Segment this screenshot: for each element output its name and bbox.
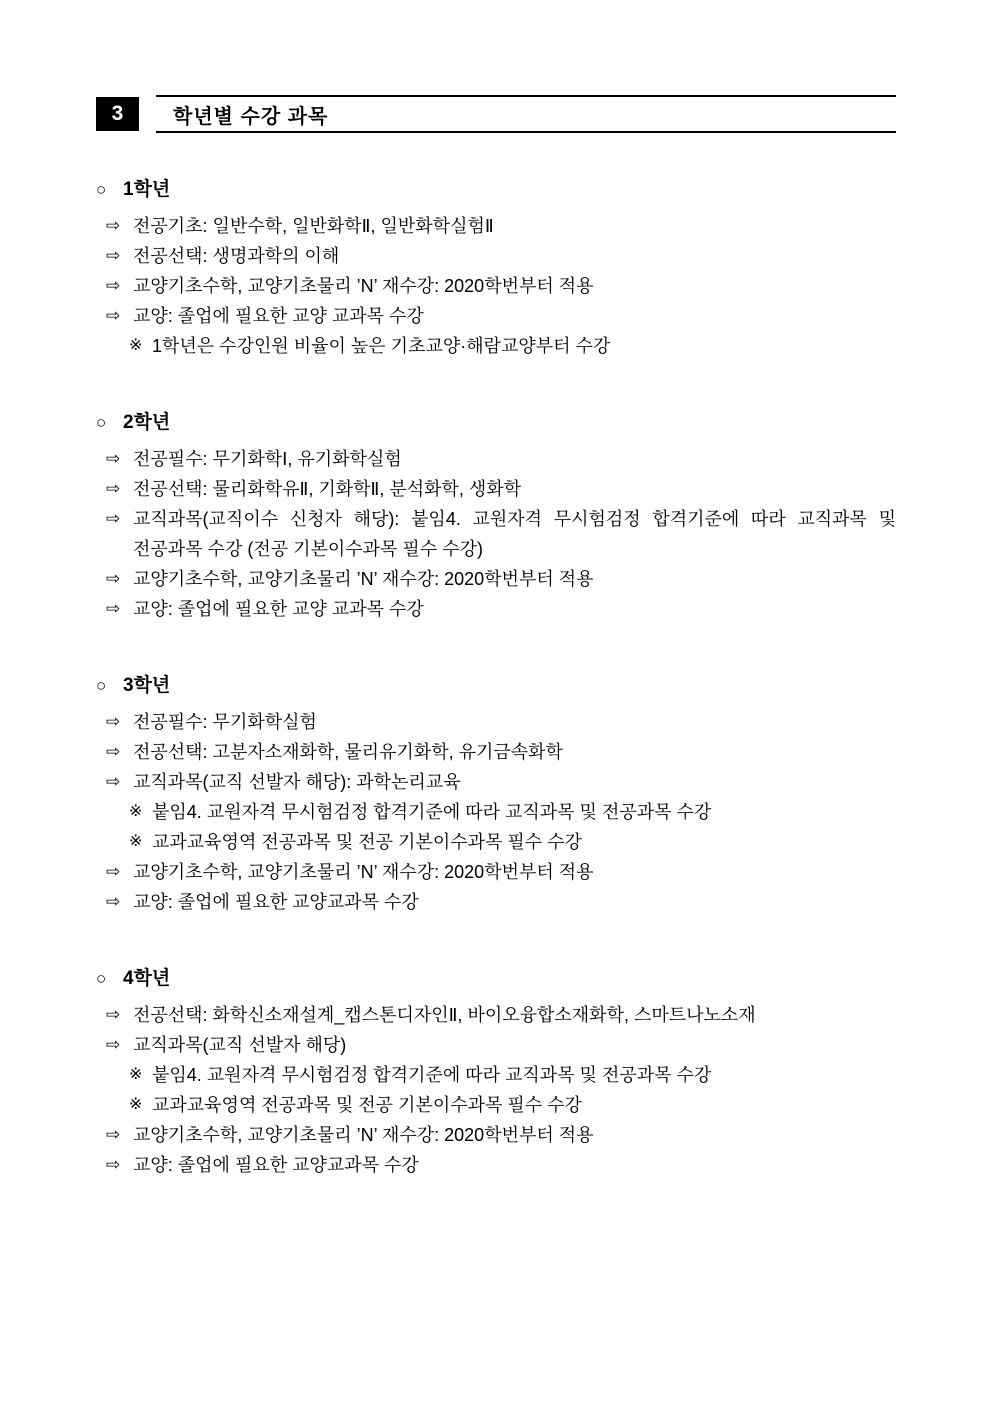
arrow-bullet-icon: ⇨: [106, 599, 121, 618]
arrow-bullet-icon: ⇨: [106, 449, 121, 468]
section-grade-4: [96, 966, 896, 1180]
list-item: [96, 504, 896, 564]
list-item: [96, 1000, 896, 1030]
arrow-bullet-icon: ⇨: [106, 1125, 121, 1144]
list-item: [96, 301, 896, 331]
reference-mark-icon: ※: [129, 803, 143, 820]
circle-bullet-icon: ○: [96, 969, 107, 988]
list-item: [96, 444, 896, 474]
grade-heading: [96, 410, 896, 436]
list-item: [96, 887, 896, 917]
item-text: 교양: 졸업에 필요한 교양교과목 수강: [133, 892, 419, 912]
arrow-bullet-icon: ⇨: [106, 479, 121, 498]
section-title: 학년별 수강 과목: [173, 105, 329, 128]
list-item: [96, 594, 896, 624]
grade-heading: [96, 673, 896, 699]
note-text: 교과교육영역 전공과목 및 전공 기본이수과목 필수 수강: [152, 1095, 582, 1115]
arrow-bullet-icon: ⇨: [106, 742, 121, 761]
item-text: 교양: 졸업에 필요한 교양 교과목 수강: [133, 306, 424, 326]
arrow-bullet-icon: ⇨: [106, 216, 121, 235]
note-text: 붙임4. 교원자격 무시험검정 합격기준에 따라 교직과목 및 전공과목 수강: [152, 1065, 712, 1085]
item-text: 교양기초수학, 교양기초물리 ’N’ 재수강: 2020학번부터 적용: [133, 1125, 594, 1145]
reference-mark-icon: ※: [129, 1096, 143, 1113]
arrow-bullet-icon: ⇨: [106, 1155, 121, 1174]
note-item: [96, 331, 896, 361]
item-text: 전공선택: 생명과학의 이해: [133, 246, 340, 266]
list-item: [96, 857, 896, 887]
grade-heading: [96, 177, 896, 203]
note-item: [96, 797, 896, 827]
arrow-bullet-icon: ⇨: [106, 712, 121, 731]
item-text: 교직과목(교직 선발자 해당): 과학논리교육: [133, 772, 461, 792]
note-text: 1학년은 수강인원 비율이 높은 기초교양·해람교양부터 수강: [152, 336, 611, 356]
arrow-bullet-icon: ⇨: [106, 569, 121, 588]
arrow-bullet-icon: ⇨: [106, 246, 121, 265]
arrow-bullet-icon: ⇨: [106, 509, 121, 528]
section-grade-1: [96, 177, 896, 361]
list-item: [96, 241, 896, 271]
list-item: [96, 1120, 896, 1150]
grade-label: 4학년: [123, 968, 171, 989]
reference-mark-icon: ※: [129, 1066, 143, 1083]
section-header-bar: [96, 95, 896, 133]
arrow-bullet-icon: ⇨: [106, 306, 121, 325]
reference-mark-icon: ※: [129, 833, 143, 850]
note-text: 붙임4. 교원자격 무시험검정 합격기준에 따라 교직과목 및 전공과목 수강: [152, 802, 712, 822]
section-title-rule: [156, 95, 896, 133]
list-item: [96, 271, 896, 301]
list-item: [96, 211, 896, 241]
item-text: 전공선택: 고분자소재화학, 물리유기화학, 유기금속화학: [133, 742, 563, 762]
section-grade-3: [96, 673, 896, 917]
grade-label: 3학년: [123, 675, 171, 696]
note-item: [96, 827, 896, 857]
grade-label: 2학년: [123, 412, 171, 433]
grade-heading: [96, 966, 896, 992]
arrow-bullet-icon: ⇨: [106, 862, 121, 881]
note-item: [96, 1060, 896, 1090]
item-text: 전공필수: 무기화학실험: [133, 712, 317, 732]
list-item: [96, 767, 896, 797]
item-text: 전공선택: 물리화학유Ⅱ, 기화학Ⅱ, 분석화학, 생화학: [133, 479, 522, 499]
list-item: [96, 737, 896, 767]
list-item: [96, 564, 896, 594]
list-item: [96, 474, 896, 504]
list-item: [96, 707, 896, 737]
circle-bullet-icon: ○: [96, 413, 107, 432]
item-text: 전공기초: 일반수학, 일반화학Ⅱ, 일반화학실험Ⅱ: [133, 216, 494, 236]
arrow-bullet-icon: ⇨: [106, 772, 121, 791]
grade-label: 1학년: [123, 179, 171, 200]
reference-mark-icon: ※: [129, 337, 143, 354]
item-text: 교양기초수학, 교양기초물리 ’N’ 재수강: 2020학번부터 적용: [133, 276, 594, 296]
arrow-bullet-icon: ⇨: [106, 1035, 121, 1054]
note-item: [96, 1090, 896, 1120]
arrow-bullet-icon: ⇨: [106, 892, 121, 911]
item-text: 교양기초수학, 교양기초물리 ’N’ 재수강: 2020학번부터 적용: [133, 569, 594, 589]
arrow-bullet-icon: ⇨: [106, 276, 121, 295]
item-text: 교양: 졸업에 필요한 교양교과목 수강: [133, 1155, 419, 1175]
circle-bullet-icon: ○: [96, 180, 107, 199]
item-text: 교직과목(교직 선발자 해당): [133, 1035, 347, 1055]
item-text: 교직과목(교직이수 신청자 해당): 붙임4. 교원자격 무시험검정 합격기준에 따라 교직과목 및 전공과목 수강 (전공 기본이수과목 필수 수강): [133, 509, 896, 559]
list-item: [96, 1150, 896, 1180]
item-text: 전공필수: 무기화학Ⅰ, 유기화학실험: [133, 449, 402, 469]
section-grade-2: [96, 410, 896, 624]
item-text: 교양: 졸업에 필요한 교양 교과목 수강: [133, 599, 424, 619]
note-text: 교과교육영역 전공과목 및 전공 기본이수과목 필수 수강: [152, 832, 582, 852]
section-number-badge: 3: [96, 97, 139, 131]
item-text: 교양기초수학, 교양기초물리 ’N’ 재수강: 2020학번부터 적용: [133, 862, 594, 882]
arrow-bullet-icon: ⇨: [106, 1005, 121, 1024]
circle-bullet-icon: ○: [96, 676, 107, 695]
list-item: [96, 1030, 896, 1060]
item-text: 전공선택: 화학신소재설계_캡스톤디자인Ⅱ, 바이오융합소재화학, 스마트나노소재: [133, 1005, 756, 1025]
